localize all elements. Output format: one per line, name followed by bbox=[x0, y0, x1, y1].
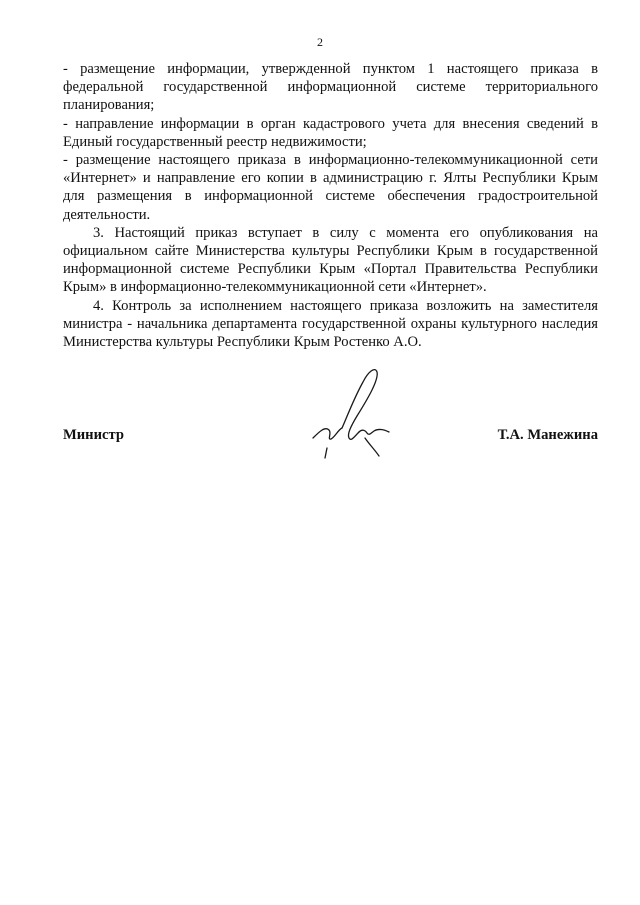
signature-block bbox=[63, 425, 598, 447]
list-item-internet-publication: - размещение настоящего приказа в информационно-телекоммуникационной сети «Интернет» и направление его копии в администрацию г. Ялты Республики Крым для размещения в информационной системе обеспечения градостроительной деятельности. bbox=[63, 152, 598, 223]
signatory-name: Т.А. Манежина bbox=[497, 427, 598, 443]
list-item-publish-territorial-planning: - размещение информации, утвержденной пунктом 1 настоящего приказа в федеральной государственной информационной системе территориального планирования; bbox=[63, 61, 598, 114]
document-body bbox=[63, 60, 598, 351]
page-number: 2 bbox=[317, 35, 323, 49]
signatory-role: Министр bbox=[63, 427, 124, 443]
list-item-cadastral-registry: - направление информации в орган кадастрового учета для внесения сведений в Единый государственный реестр недвижимости; bbox=[63, 115, 598, 150]
clause-4-control: 4. Контроль за исполнением настоящего приказа возложить на заместителя министра - начальника департамента государственной охраны культурного наследия Министерства культуры Республики Крым Ростенко А.О. bbox=[63, 297, 598, 351]
clause-3-entry-into-force: 3. Настоящий приказ вступает в силу с момента его опубликования на официальном сайте Министерства культуры Республики Крым в государственной информационной системе Республики Крым «Портал Правительства Республики Крым» в информационно-телекоммуникационной сети «Интернет». bbox=[63, 224, 598, 296]
